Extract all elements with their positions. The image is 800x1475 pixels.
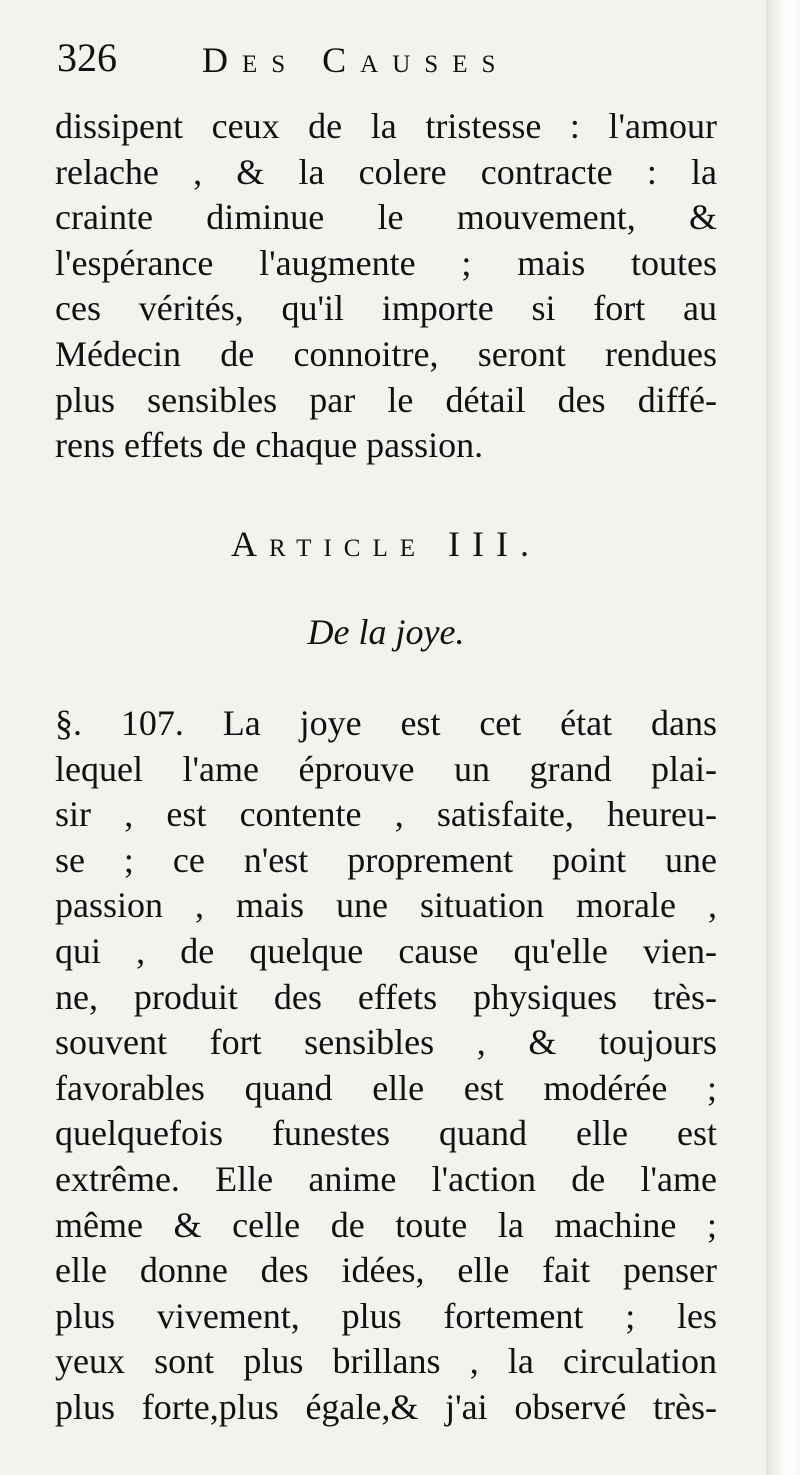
text-line: plus sensibles par le détail des diffé- <box>55 379 717 420</box>
text-line: §. 107. La joye est cet état dans <box>55 703 717 743</box>
article-subheading: De la joye. <box>307 612 465 652</box>
page-header <box>57 35 617 98</box>
text-line: Médecin de connoitre, seront rendues <box>55 333 717 374</box>
text-line: se ; ce n'est proprement point une <box>55 839 717 880</box>
text-line: quelquefois funestes quand elle est <box>55 1113 717 1154</box>
text-line: ne, produit des effets physiques très- <box>55 976 717 1017</box>
text-line: plus forte,plus égale,& j'ai observé très- <box>55 1386 717 1427</box>
text-line: souvent fort sensibles , & toujours <box>55 1022 717 1063</box>
text-line: yeux sont plus brillans , la circulation <box>55 1341 717 1382</box>
text-line: sir , est contente , satisfaite, heureu- <box>55 794 717 835</box>
paragraph-2 <box>55 701 717 1431</box>
text-line: relache , & la colere contracte : la <box>55 151 717 192</box>
text-line: même & celle de toute la machine ; <box>55 1204 717 1245</box>
page-edge <box>766 0 800 1475</box>
text-line: plus vivement, plus fortement ; les <box>55 1295 717 1336</box>
text-line: rens effets de chaque passion. <box>55 425 484 466</box>
text-line: crainte diminue le mouvement, & <box>55 197 717 238</box>
text-line: extrême. Elle anime l'action de l'ame <box>55 1158 717 1199</box>
text-line: l'espérance l'augmente ; mais toutes <box>55 242 717 283</box>
text-line: favorables quand elle est modérée ; <box>55 1067 717 1108</box>
text-line: ces vérités, qu'il importe si fort au <box>55 288 717 329</box>
text-line: lequel l'ame éprouve un grand plai- <box>55 748 717 789</box>
text-line: passion , mais une situation morale , <box>55 885 717 926</box>
text-line: qui , de quelque cause qu'elle vien- <box>55 930 717 971</box>
article-heading: Article III. <box>231 524 541 564</box>
page-number: 326 <box>57 35 117 80</box>
paragraph-1 <box>55 104 717 469</box>
text-line: dissipent ceux de la tristesse : l'amour <box>55 106 717 146</box>
text-line: elle donne des idées, elle fait penser <box>55 1250 717 1291</box>
running-head: Des Causes <box>202 40 510 80</box>
